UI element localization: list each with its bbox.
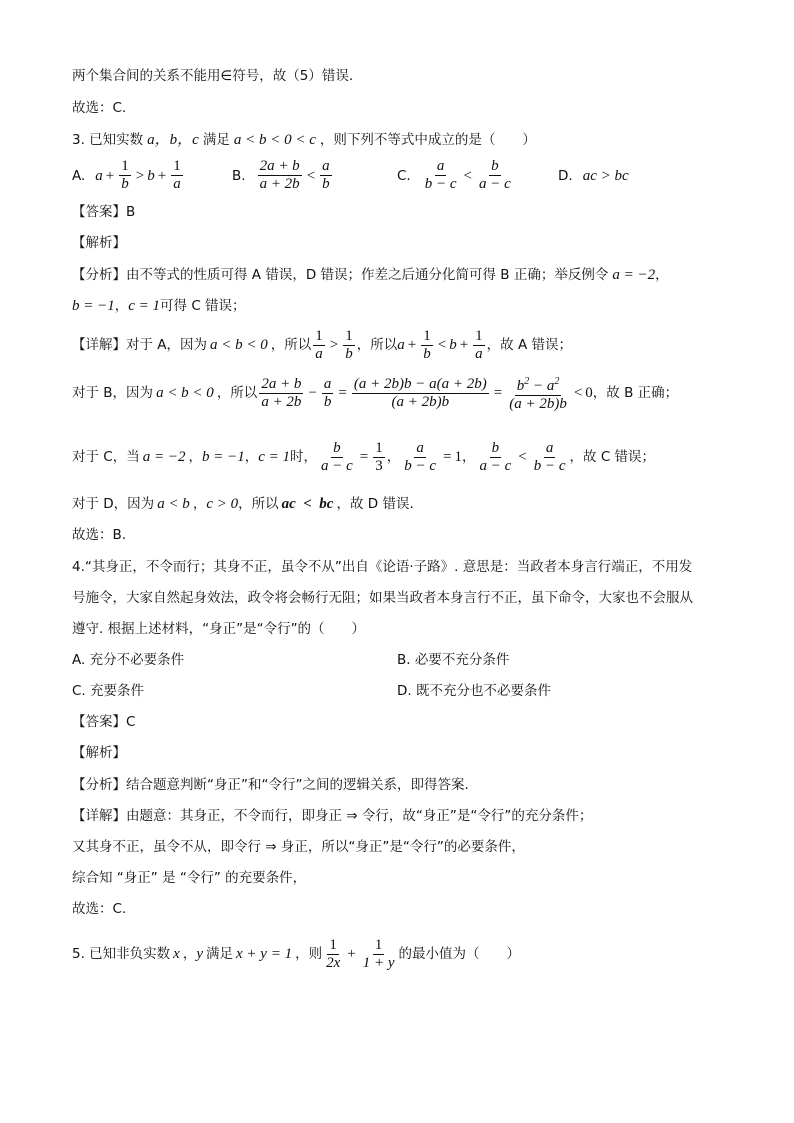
analysis-line: b = −1 ， c = 1 可得 C 错误； xyxy=(72,298,246,314)
analysis-line: 【分析】结合题意判断“身正”和“令行”之间的逻辑关系，即得答案. xyxy=(72,777,469,793)
math-inline: a < b < 0 < c xyxy=(233,132,316,148)
question-4-stem: 4.“其身正，不令而行；其身不正，虽令不从”出自《论语·子路》. 意思是：当政者本身言行端正，不用发 xyxy=(72,559,693,575)
analysis-label: 【解析】 xyxy=(72,745,126,761)
text-line: 故选：C. xyxy=(72,100,127,116)
option-a: A. 充分不必要条件 xyxy=(72,652,185,668)
option-d: D. 既不充分也不必要条件 xyxy=(397,683,551,699)
detail-line-d: 对于 D，因为 a < b ， c > 0 ，所以 ac < bc ，故 D 错误. xyxy=(72,496,414,512)
detail-line: 【详解】由题意：其身正，不令而行，即身正 ⇒ 令行，故“身正”是“令行”的充分条件； xyxy=(72,808,593,824)
detail-line-c: 对于 C，当 a = −2 ， b = −1 ， c = 1 时， $\frac{b}{a - c}$ = $\frac{1}{3}$ ， $\frac{a}{b - c}$ = 1 ， $\frac{b}{a - c}$ < $\frac{a}{b - c}$ ，故 C 错误； xyxy=(72,439,656,474)
analysis-label: 【解析】 xyxy=(72,235,126,251)
question-3-options xyxy=(72,158,722,194)
detail-line: 综合知 “身正” 是 “令行” 的充要条件， xyxy=(72,870,307,886)
question-3-stem: 3. 已知实数 a，b，c 满足 a < b < 0 < c ，则下列不等式中成立的是（ ） xyxy=(72,132,536,148)
question-4-stem: 遵守. 根据上述材料，“身正”是“令行”的（ ） xyxy=(72,621,366,637)
detail-line-b: 对于 B，因为 a < b < 0 ，所以 $\frac{2a + b}{a + 2b}$ − $\frac{a}{b}$ = $\frac{(a + 2b)b - a(a + 2b)}{(a + 2b)b}$ = $\frac{b^2 - a^2}{(a + 2b)b}$ < 0 ，故 B 正确； xyxy=(72,371,678,415)
option-c: C. 充要条件 xyxy=(72,683,145,699)
text-line: 故选：C. xyxy=(72,901,127,917)
text-line: 故选：B. xyxy=(72,527,127,543)
analysis-line: 【分析】由不等式的性质可得 A 错误，D 错误；作差之后通分化简可得 B 正确；举反例令 a = −2 ， xyxy=(72,267,669,283)
question-4-stem: 号施令，大家自然起身效法，政令将会畅行无阻；如果当政者本身言行不正，虽下命令，大家也不会服从 xyxy=(72,590,693,606)
option-a: A. a + $\frac{1}{b}$ > b + $\frac{1}{a}$ xyxy=(72,158,181,192)
answer-label: 【答案】B xyxy=(72,204,136,220)
detail-line: 又其身不正，虽令不从，即令行 ⇒ 身正，所以“身正”是“令行”的必要条件， xyxy=(72,839,525,855)
option-c: C. $\frac{a}{b - c}$ < $\frac{b}{a - c}$ xyxy=(397,158,511,192)
option-b: B. 必要不充分条件 xyxy=(397,652,510,668)
question-5-stem: 5. 已知非负实数 x ， y 满足 x + y = 1 ，则 $\frac{1}{2x}$ + $\frac{1}{1 + y}$ 的最小值为（ ） xyxy=(72,936,520,971)
option-d: D. ac > bc xyxy=(558,168,629,184)
detail-line-a: 【详解】对于 A，因为 a < b < 0 ，所以 $\frac{1}{a}$ > $\frac{1}{b}$ ，所以 a + $\frac{1}{b}$ < b + $\frac{1}{a}$ ，故 A 错误； xyxy=(72,327,572,362)
text-line: 两个集合间的关系不能用∈符号，故（5）错误. xyxy=(72,68,354,84)
option-b: B. $\frac{2a + b}{a + 2b}$ < $\frac{a}{b}$ xyxy=(232,158,330,192)
answer-label: 【答案】C xyxy=(72,714,136,730)
